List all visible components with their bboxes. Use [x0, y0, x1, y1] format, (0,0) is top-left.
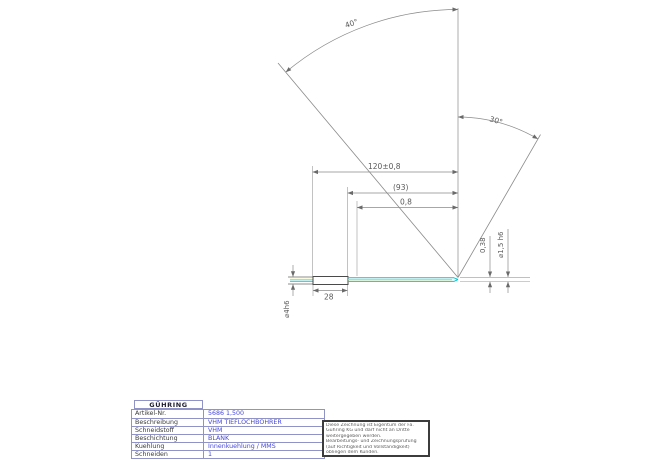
- field-label: Artikel-Nr.: [132, 410, 204, 418]
- field-label: Beschichtung: [132, 435, 204, 442]
- field-label: Beschreibung: [132, 419, 204, 426]
- field-label: Schneiden: [132, 451, 204, 458]
- field-value: BLANK: [208, 435, 230, 442]
- dim-aux-label: 0,8: [400, 197, 412, 207]
- titleblock-table: [131, 409, 325, 459]
- company-logo: GÜHRING: [134, 400, 203, 409]
- angle-30-label: 30°: [488, 114, 504, 127]
- note-line: (auf Richtigkeit und Vollständigkeit): [326, 444, 410, 450]
- note-line: Gühring KG und darf nicht an Dritte: [326, 428, 410, 434]
- dim-flute-length-label: (93): [393, 183, 409, 192]
- field-value: Innenkuehlung / MMS: [208, 443, 276, 450]
- field-label: Schneidstoff: [132, 427, 204, 434]
- dim-web-label: 0,38: [479, 237, 487, 253]
- dim-total-length-label: 120±0,8: [368, 162, 401, 171]
- field-value: 1: [208, 451, 213, 458]
- drill-shank: [313, 277, 348, 285]
- field-value: 5686 1,500: [208, 410, 245, 417]
- field-value: VHM TIEFLOCHBOHRER: [208, 419, 282, 426]
- note-line: Bearbeitungs- und Zeichnungsprüfung: [326, 439, 417, 445]
- note-line: obliegen dem Kunden.: [326, 450, 379, 456]
- table-row: [132, 426, 324, 434]
- table-row: [132, 418, 324, 426]
- field-value: VHM: [208, 427, 223, 434]
- dim-shank-diameter-label: ⌀4h6: [283, 300, 291, 318]
- field-label: Kuehlung: [132, 443, 204, 450]
- angle-40-label: 40°: [343, 17, 360, 30]
- note-line: weitergegeben werden.: [326, 433, 382, 439]
- drill-tip-edge: [454, 280, 458, 282]
- table-row: [132, 450, 324, 458]
- dim-shank-length-label: 28: [324, 292, 334, 302]
- table-row: [132, 434, 324, 442]
- ownership-note: [322, 420, 430, 457]
- note-line: Diese Zeichnung ist Eigentum der Fa.: [326, 423, 414, 428]
- angle-40-arc: [286, 9, 458, 72]
- dim-tip-diameter-label: ⌀1,5 h6: [497, 231, 505, 258]
- table-row: [132, 410, 324, 418]
- table-row: [132, 442, 324, 450]
